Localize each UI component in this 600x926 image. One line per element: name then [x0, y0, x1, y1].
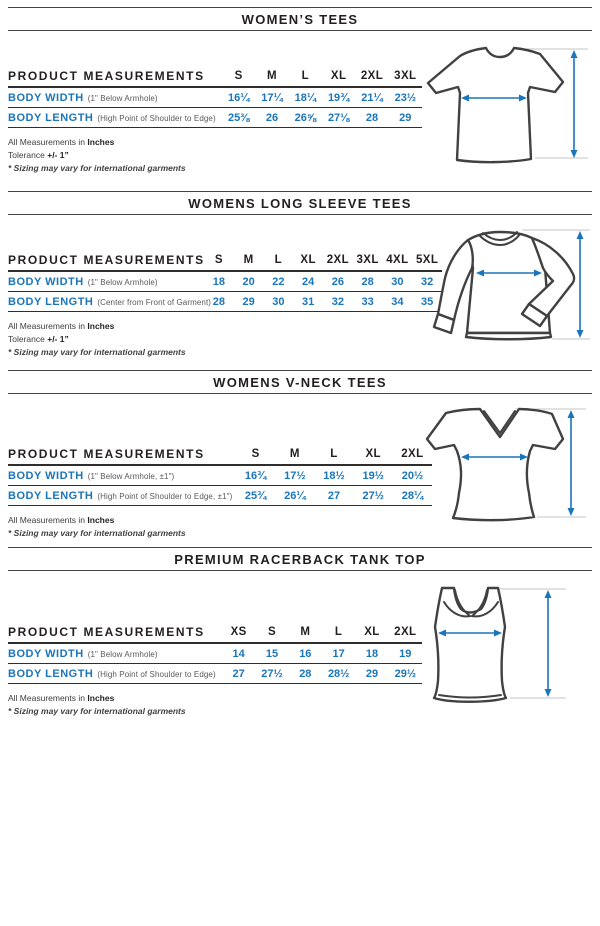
body-length-arrow: [568, 410, 575, 516]
measurement-value: 16¼: [227, 91, 250, 104]
table-header-label: PRODUCT MEASUREMENTS: [8, 69, 205, 83]
measurement-value: 27½: [362, 489, 384, 502]
measurement-value: 26: [265, 111, 279, 124]
row-sublabel: (1" Below Armhole): [87, 93, 158, 103]
size-column-header: M: [289, 448, 300, 460]
measurement-value: 14: [232, 647, 245, 660]
section-womens-long-sleeve-tees: [8, 191, 592, 370]
measurement-value: 34: [391, 295, 404, 308]
table-header-label: PRODUCT MEASUREMENTS: [8, 447, 205, 461]
table-header-label: PRODUCT MEASUREMENTS: [8, 253, 205, 267]
row-label: BODY LENGTH: [8, 667, 94, 680]
measurements-table: [8, 250, 442, 312]
measurement-value: 32: [331, 295, 344, 308]
measurement-value: 19½: [362, 469, 384, 482]
body-length-arrow: [545, 590, 552, 697]
row-sublabel: (High Point of Shoulder to Edge): [97, 113, 216, 123]
row-label: BODY LENGTH: [8, 295, 94, 308]
measurement-value: 27½: [261, 667, 283, 680]
size-column-header: 2XL: [401, 448, 424, 460]
measurement-value: 29: [399, 111, 412, 124]
measurement-value: 28½: [327, 667, 350, 680]
body-length-row: [8, 108, 422, 128]
measurement-value: 17: [332, 647, 345, 660]
measurement-value: 23½: [394, 91, 417, 104]
row-sublabel: (High Point of Shoulder to Edge, ±1"): [97, 491, 233, 501]
section-womens-v-neck-tees: [8, 370, 592, 547]
size-column-header: 2XL: [326, 254, 350, 266]
size-column-header: 5XL: [415, 254, 439, 266]
size-column-header: S: [251, 448, 260, 460]
size-column-header: M: [243, 254, 254, 266]
section-title-bar: [8, 191, 592, 215]
measurement-value: 31: [302, 295, 315, 308]
measurements-note: All Measurements in Inches: [8, 693, 115, 703]
row-label: BODY WIDTH: [8, 647, 84, 660]
row-label: BODY WIDTH: [8, 91, 84, 104]
body-length-arrow: [571, 50, 578, 158]
measurements-table: [8, 66, 422, 128]
row-sublabel: (Center from Front of Garment): [97, 297, 212, 307]
size-column-header: 4XL: [386, 254, 409, 266]
size-column-header: L: [301, 70, 310, 82]
size-column-header: L: [334, 626, 343, 638]
tolerance-note: Tolerance +/- 1”: [8, 334, 69, 344]
table-header-label: PRODUCT MEASUREMENTS: [8, 625, 205, 639]
measurement-value: 22: [272, 275, 285, 288]
measurement-value: 26⅝: [294, 111, 317, 124]
tolerance-note: Tolerance +/- 1”: [8, 150, 69, 160]
measurement-value: 29: [365, 667, 379, 680]
section-title: WOMENS LONG SLEEVE TEES: [188, 195, 412, 211]
size-column-header: L: [274, 254, 283, 266]
section-title-bar: [8, 370, 592, 394]
sizing-note: * Sizing may vary for international garments: [8, 347, 186, 357]
measurement-value: 20½: [401, 469, 424, 482]
measurements-note: All Measurements in Inches: [8, 137, 115, 147]
size-column-header: XL: [300, 254, 316, 266]
body-length-row: [8, 664, 422, 684]
section-title-bar: [8, 547, 592, 571]
measurement-value: 26¼: [284, 489, 306, 502]
size-column-header: 3XL: [356, 254, 379, 266]
measurement-value: 19: [399, 647, 412, 660]
measurement-value: 25⅜: [227, 111, 250, 124]
row-sublabel: (1" Below Armhole, ±1"): [87, 471, 175, 481]
body-width-row: [8, 272, 442, 292]
size-column-header: M: [267, 70, 277, 82]
size-column-header: XL: [330, 70, 347, 82]
measurement-value: 25¾: [244, 489, 267, 502]
size-column-header: S: [267, 626, 277, 638]
measurement-value: 18¼: [294, 91, 317, 104]
row-label: BODY WIDTH: [8, 275, 84, 288]
tee-outline: [428, 48, 563, 162]
measurement-value: 18: [365, 647, 379, 660]
measurement-value: 20: [242, 275, 255, 288]
measurements-table: [8, 444, 432, 506]
body-width-row: [8, 88, 422, 108]
size-column-header: S: [234, 70, 243, 82]
table-header-row: [8, 622, 422, 644]
table-header-row: [8, 444, 432, 466]
body-width-row: [8, 644, 422, 664]
measurement-value: 27: [327, 489, 341, 502]
measurement-value: 21¼: [361, 91, 383, 104]
measurement-value: 30: [391, 275, 404, 288]
measurement-value: 30: [272, 295, 285, 308]
measurement-value: 26: [331, 275, 344, 288]
measurements-note: All Measurements in Inches: [8, 515, 115, 525]
measurement-value: 17½: [284, 469, 306, 482]
size-column-header: M: [300, 626, 311, 638]
basic-tee-figure: [416, 40, 594, 170]
sizing-note: * Sizing may vary for international garments: [8, 706, 186, 716]
measurement-value: 32: [421, 275, 434, 288]
size-column-header: L: [330, 448, 338, 460]
measurement-value: 18: [212, 275, 225, 288]
measurement-value: 24: [302, 275, 315, 288]
body-width-row: [8, 466, 432, 486]
measurement-value: 28: [212, 295, 225, 308]
left-sleeve: [438, 240, 473, 320]
table-header-row: [8, 250, 442, 272]
v-neck-tee-figure: [416, 405, 594, 531]
measurement-value: 18½: [323, 469, 345, 482]
row-sublabel: (1" Below Armhole): [87, 277, 158, 287]
section-title-bar: [8, 7, 592, 31]
measurements-note: All Measurements in Inches: [8, 321, 115, 331]
size-column-header: S: [214, 254, 223, 266]
measurement-value: 29: [242, 295, 255, 308]
size-column-header: 2XL: [394, 626, 417, 638]
size-column-header: XS: [230, 626, 247, 638]
hem-band: [466, 333, 551, 339]
long-sleeve-tee-figure: [416, 226, 594, 350]
row-label: BODY LENGTH: [8, 111, 94, 124]
row-label: BODY WIDTH: [8, 469, 84, 482]
measurement-value: 16: [299, 647, 312, 660]
table-header-row: [8, 66, 422, 88]
measurement-value: 15: [265, 647, 279, 660]
measurement-value: 28: [361, 275, 374, 288]
size-column-header: XL: [364, 626, 380, 638]
measurement-value: 19¾: [327, 91, 350, 104]
section-premium-racerback-tank-top: [8, 547, 592, 926]
measurement-value: 29½: [394, 667, 417, 680]
measurement-value: 33: [361, 295, 374, 308]
measurement-value: 35: [421, 295, 434, 308]
size-column-header: 3XL: [394, 70, 417, 82]
measurement-value: 27: [232, 667, 245, 680]
row-label: BODY LENGTH: [8, 489, 94, 502]
measurement-value: 17¼: [261, 91, 283, 104]
body-length-row: [8, 292, 442, 312]
measurement-value: 28: [365, 111, 379, 124]
racerback-tank-figure: [416, 585, 594, 707]
measurements-table: [8, 622, 422, 684]
section-womens-tees: [8, 7, 592, 191]
size-column-header: 2XL: [360, 70, 384, 82]
section-title: WOMEN’S TEES: [241, 11, 359, 27]
row-sublabel: (High Point of Shoulder to Edge): [97, 669, 216, 679]
row-sublabel: (1" Below Armhole): [87, 649, 158, 659]
measurement-value: 27⅛: [327, 111, 350, 124]
body-length-arrow: [577, 231, 584, 338]
size-column-header: XL: [365, 448, 381, 460]
sizing-note: * Sizing may vary for international garments: [8, 528, 186, 538]
section-title: PREMIUM RACERBACK TANK TOP: [174, 551, 426, 567]
sizing-note: * Sizing may vary for international garments: [8, 163, 186, 173]
measurement-value: 28¼: [401, 489, 424, 502]
section-title: WOMENS V-NECK TEES: [213, 374, 387, 390]
body-length-row: [8, 486, 432, 506]
measurement-value: 16¾: [244, 469, 267, 482]
measurement-value: 28: [299, 667, 312, 680]
